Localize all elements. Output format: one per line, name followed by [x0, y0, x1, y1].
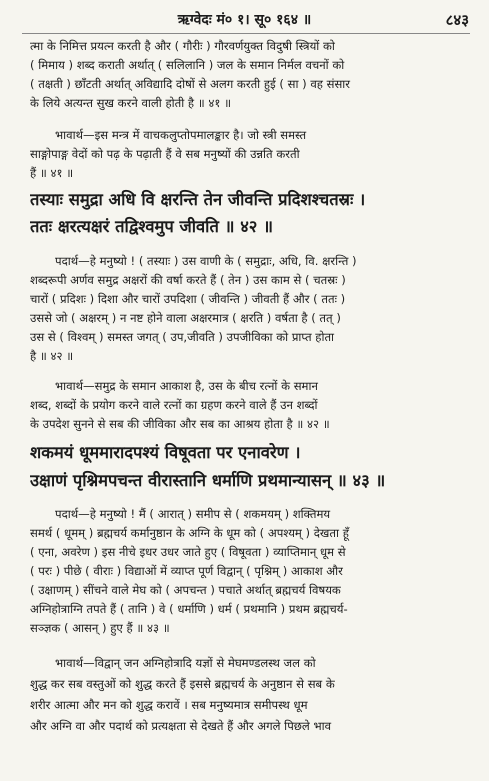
text-line: त्मा के निमित्त प्रयत्न करती है और ( गौरीः ) गौरवर्णयुक्त विदुषी स्त्रियों को — [30, 39, 335, 53]
bhavartha-41-line: भावार्थ—इस मन्त्र में वाचकलुप्तोपमालङ्कार है। जो स्त्री समस्त — [55, 128, 307, 142]
padartha-42-line: शब्दरूपी अर्णव समुद्र अक्षरों की वर्षा करते हैं ( तेन ) उस काम से ( चतस्रः ) — [30, 273, 346, 287]
padartha-43-line: समर्थ ( धूमम् ) ब्रह्मचर्य कर्मानुष्ठान के अग्नि के धूम को ( अपश्यम् ) देखता हूँ — [30, 526, 349, 540]
bhavartha-43-line: भावार्थ—विद्वान् जन अग्निहोत्रादि यज्ञों से मेघमण्डलस्थ जल को — [55, 656, 316, 670]
mantra-42-line: ततः क्षरत्यक्षरं तद्विश्वमुप जीवति ॥ ४२ ॥ — [30, 217, 274, 236]
bhavartha-43-line: शुद्ध कर सब वस्तुओं को शुद्ध करते हैं इससे ब्रह्मचर्य के अनुष्ठान से सब के — [30, 677, 335, 691]
page-header — [0, 10, 489, 32]
bhavartha-41-line: साङ्गोपाङ्ग वेदों को पढ़ के पढ़ाती हैं वे सब मनुष्यों की उन्नति करती — [30, 147, 300, 161]
padartha-42-line: है ॥ ४२ ॥ — [30, 349, 74, 363]
page-number: ८४३ — [445, 11, 469, 29]
padartha-43-line: अग्निहोत्राग्नि तपते हैं ( तानि ) वे ( धर्माणि ) धर्म ( प्रथमानि ) प्रथम ब्रह्मचर्य- — [30, 602, 348, 616]
padartha-42-line: उससे जो ( अक्षरम् ) न नष्ट होने वाला अक्षरमात्र ( क्षरति ) वर्षता है ( तत् ) — [30, 311, 341, 325]
bhavartha-43-line: और अग्नि वा और पदार्थ को प्रत्यक्षता से देखते हैं और अगले पिछले भाव — [30, 719, 332, 733]
mantra-42-line: तस्याः समुद्रा अधि वि क्षरन्ति तेन जीवन्ति प्रदिशश्चतस्रः । — [30, 190, 366, 209]
padartha-43-line: सञ्ज्ञक ( आसन् ) हुए हैं ॥ ४३ ॥ — [30, 621, 170, 635]
padartha-43-line: ( परः ) पीछे ( वीराः ) विद्याओं में व्याप्त पूर्ण विद्वान् ( पृश्निम् ) आकाश और — [30, 564, 343, 578]
text-line: के लिये अत्यन्त सुख करने वाली होती है ॥ ४१ ॥ — [30, 96, 232, 110]
text-line: ( तक्षती ) छाँटती अर्थात् अविद्यादि दोषों से अलग करती हुई ( सा ) वह संसार — [30, 77, 351, 91]
padartha-43-line: पदार्थ—हे मनुष्यो ! मैं ( आरात् ) समीप से ( शकमयम् ) शक्तिमय — [55, 507, 331, 521]
mantra-43-line: उक्षाणं पृश्निमपचन्त वीरास्तानि धर्माणि प्रथमान्यासन् ॥ ४३ ॥ — [30, 471, 386, 490]
header-rule — [22, 33, 470, 34]
bhavartha-42-line: के उपदेश सुनने से सब की जीविका और सब का आश्रय होता है ॥ ४२ ॥ — [30, 417, 330, 431]
text-line: ( मिमाय ) शब्द कराती अर्थात् ( सलिलानि ) जल के समान निर्मल वचनों को — [30, 58, 345, 72]
padartha-42-line: चारों ( प्रदिशः ) दिशा और चारों उपदिशा ( जीवन्ति ) जीवती हैं और ( ततः ) — [30, 292, 346, 306]
bhavartha-42-line: शब्द, शब्दों के प्रयोग करने वाले रत्नों का ग्रहण करने वाले हैं उन शब्दों — [30, 398, 318, 412]
bhavartha-42-line: भावार्थ—समुद्र के समान आकाश है, उस के बीच रत्नों के समान — [55, 379, 318, 393]
padartha-42-line: उस से ( विश्वम् ) समस्त जगत् ( उप,जीवति ) उपजीविका को प्राप्त होता — [30, 330, 335, 344]
mantra-43-line: शकमयं धूममारादपश्यं विषूवता पर एनावरेण । — [30, 443, 301, 462]
bhavartha-41-line: हैं ॥ ४१ ॥ — [30, 166, 74, 180]
padartha-43-line: ( उक्षाणम् ) सींचने वाले मेघ को ( अपचन्त ) पचाते अर्थात् ब्रह्मचर्य विषयक — [30, 583, 341, 597]
padartha-43-line: ( एना, अवरेण ) इस नीचे इधर उधर जाते हुए ( विषूवता ) व्याप्तिमान् धूम से — [30, 545, 346, 559]
bhavartha-43-line: शरीर आत्मा और मन को शुद्ध करावें । सब मनुष्यमात्र समीपस्थ धूम — [30, 698, 308, 712]
padartha-42-line: पदार्थ—हे मनुष्यो ! ( तस्याः ) उस वाणी के ( समुद्राः, अधि, वि. क्षरन्ति ) — [55, 254, 357, 268]
running-title: ऋग्वेदः मं० १। सू० १६४ ॥ — [177, 12, 312, 28]
